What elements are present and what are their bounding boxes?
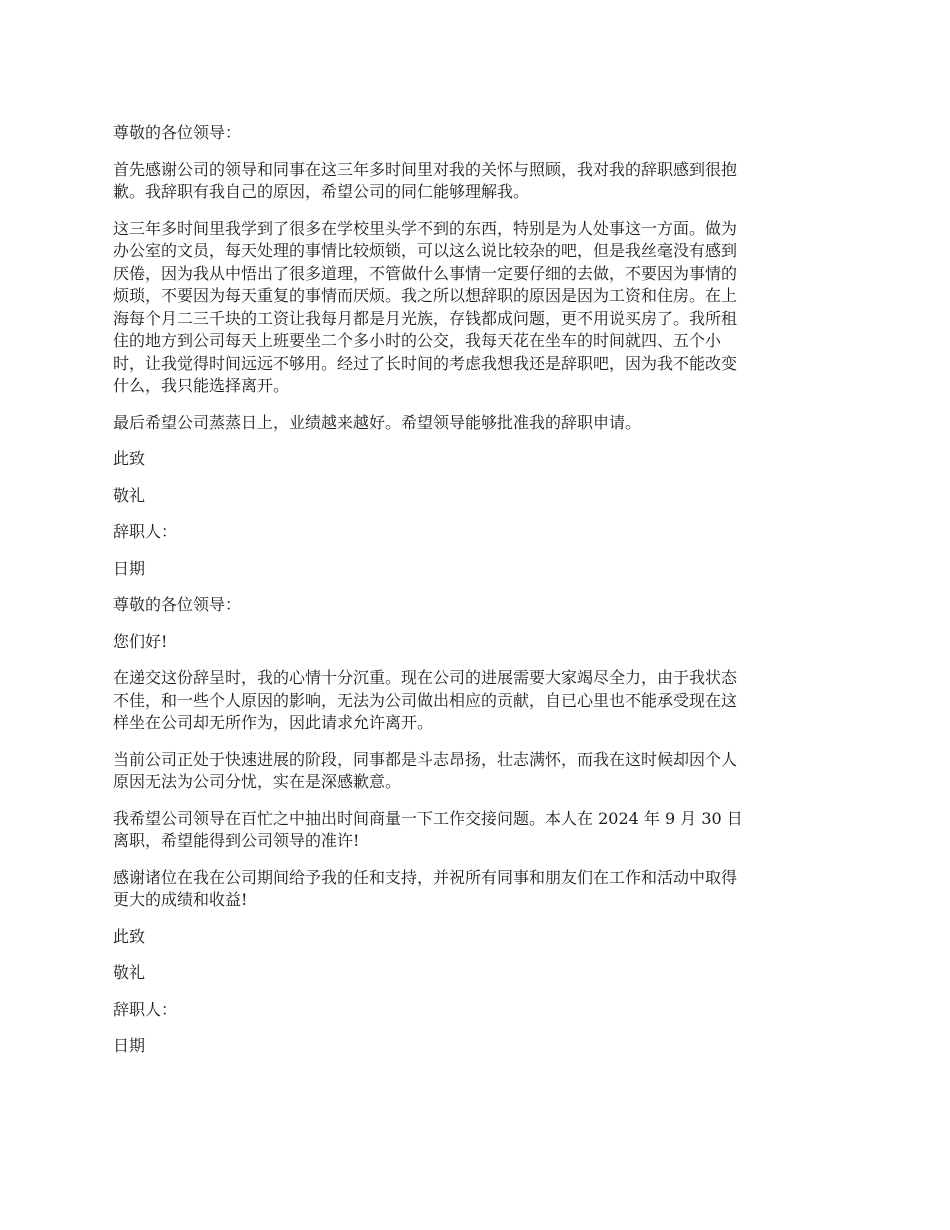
letter1-paragraph-1: 首先感谢公司的领导和同事在这三年多时间里对我的关怀与照顾，我对我的辞职感到很抱 歉。我辞职有我自己的原因，希望公司的同仁能够理解我。 <box>113 159 738 201</box>
letter2-greeting: 您们好! <box>113 631 168 651</box>
letter2-date: 日期 <box>113 1036 146 1055</box>
letter1-closing-1: 此致 <box>113 449 146 468</box>
letter1-closing-2: 敬礼 <box>113 485 146 505</box>
letter2-closing-1: 此致 <box>113 926 146 946</box>
letter1-signer: 辞职人： <box>113 522 178 541</box>
letter2-paragraph-1: 在递交这份辞呈时，我的心情十分沉重。现在公司的进展需要大家竭尽全力，由于我状态 不佳，和一些个人原因的影响，无法为公司做出相应的贡献，自已心里也不能承受现在这 样坐在公司却无所作为，因此请求允许离开。 <box>113 668 738 732</box>
document-page <box>113 122 843 1072</box>
letter1-paragraph-2: 这三年多时间里我学到了很多在学校里头学不到的东西，特别是为人处事这一方面。做为 办公室的文员，每天处理的事情比较烦锁，可以这么说比较杂的吧，但是我丝毫没有感到 厌倦，因为我从中悟出了很多道理，不管做什么事情一定要仔细的去做，不要因为事情的 烦琐，不要因为每天重复的事情而厌烦。我之所以想辞职的原因是因为工资和住房。在上 海每个月二三千块的工资让我每月都是月光族，存钱都成问题，更不用说买房了。我所租 住的地方到公司每天上班要坐二个多小时的公交，我每天花在坐车的时间就四、五个小 时，让我觉得时间远远不够用。经过了长时间的考虑我想我还是辞职吧，因为我不能改变 什么，我只能选择离开。 <box>113 218 738 395</box>
letter2-signer: 辞职人： <box>113 999 178 1019</box>
letter1-salutation: 尊敬的各位领导： <box>113 123 242 142</box>
letter2-paragraph-4: 感谢诸位在我在公司期间给予我的任和支持，并祝所有同事和朋友们在工作和活动中取得 更大的成绩和收益! <box>113 867 738 909</box>
letter1-paragraph-3: 最后希望公司蒸蒸日上，业绩越来越好。希望领导能够批准我的辞职申请。 <box>113 412 642 432</box>
letter2-paragraph-3: 我希望公司领导在百忙之中抽出时间商量一下工作交接问题。本人在 2024 年 9 月 30 日 离职，希望能得到公司领导的准许! <box>113 808 743 850</box>
letter1-date: 日期 <box>113 558 146 578</box>
letter2-salutation: 尊敬的各位领导： <box>113 595 242 614</box>
letter2-closing-2: 敬礼 <box>113 963 146 982</box>
letter2-paragraph-2: 当前公司正处于快速进展的阶段，同事都是斗志昂扬，壮志满怀，而我在这时候却因个人 原因无法为公司分忧，实在是深感歉意。 <box>113 749 738 791</box>
